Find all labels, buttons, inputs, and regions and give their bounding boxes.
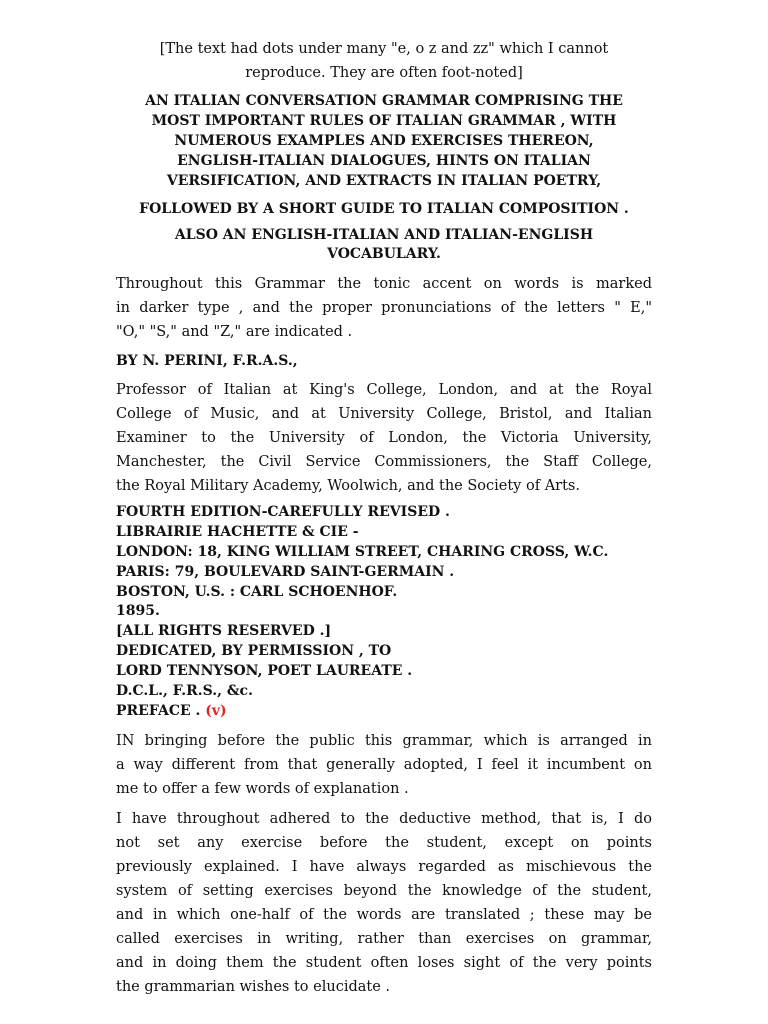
paris-address-line: PARIS: 79, BOULEVARD SAINT-GERMAIN . <box>116 563 455 580</box>
rights-line: [ALL RIGHTS RESERVED .] <box>116 623 332 640</box>
paragraph-line: "O," "S," and "Z," are indicated . <box>116 324 353 340</box>
preface-paragraph <box>116 807 652 999</box>
author-byline <box>116 349 652 373</box>
title-line: AN ITALIAN CONVERSATION GRAMMAR COMPRISING THE <box>145 93 623 109</box>
paragraph-line: me to offer a few words of explanation . <box>116 781 409 797</box>
edition-line: FOURTH EDITION-CAREFULLY REVISED . <box>116 504 450 520</box>
transcriber-note <box>116 37 652 85</box>
subtitle-line: FOLLOWED BY A SHORT GUIDE TO ITALIAN COMPOSITION . <box>139 201 629 217</box>
author-credentials <box>116 378 652 498</box>
year-line: 1895. <box>116 603 160 620</box>
paragraph-line: IN bringing before the public this grammar, which is arranged in <box>116 733 652 749</box>
paragraph-line: Manchester, the Civil Service Commissioners, the Staff College, <box>116 454 652 470</box>
boston-address-line: BOSTON, U.S. : CARL SCHOENHOF. <box>116 583 398 600</box>
paragraph-line: a way different from that generally adopted, I feel it incumbent on <box>116 757 652 773</box>
paragraph-line: the Royal Military Academy, Woolwich, and the Society of Arts. <box>116 478 580 494</box>
paragraph-line: College of Music, and at University College, Bristol, and Italian <box>116 406 652 422</box>
preface-heading <box>116 702 652 722</box>
paragraph-line: I have throughout adhered to the deductive method, that is, I do <box>116 811 652 827</box>
author-name: BY N. PERINI, F.R.A.S., <box>116 353 298 369</box>
title-line: NUMEROUS EXAMPLES AND EXERCISES THEREON, <box>174 133 594 149</box>
paragraph-line: Examiner to the University of London, the Victoria University, <box>116 430 652 446</box>
paragraph-line: the grammarian wishes to elucidate . <box>116 979 391 995</box>
title-line: VERSIFICATION, AND EXTRACTS IN ITALIAN POETRY, <box>166 173 602 189</box>
publication-details <box>116 503 652 722</box>
paragraph-line: and in doing them the student often loses sight of the very points <box>116 955 652 971</box>
subtitle-line: VOCABULARY. <box>327 246 441 262</box>
preface-paragraph <box>116 729 652 801</box>
paragraph-line: Professor of Italian at King's College, London, and at the Royal <box>116 382 652 398</box>
page-marker: (v) <box>205 702 227 719</box>
book-title <box>116 91 652 191</box>
preface-label: PREFACE . <box>116 702 201 719</box>
paragraph-line: system of setting exercises beyond the knowledge of the student, <box>116 883 652 899</box>
paragraph-line: Throughout this Grammar the tonic accent on words is marked <box>116 276 652 292</box>
paragraph-line: in darker type , and the proper pronunciations of the letters " E," <box>116 300 652 316</box>
subtitle-vocabulary <box>116 226 652 264</box>
dedicatee-line: LORD TENNYSON, POET LAUREATE . <box>116 663 413 680</box>
title-line: MOST IMPORTANT RULES OF ITALIAN GRAMMAR , WITH <box>151 113 617 129</box>
note-line: [The text had dots under many "e, o z and zz" which I cannot <box>159 41 609 57</box>
subtitle-line: ALSO AN ENGLISH-ITALIAN AND ITALIAN-ENGLISH <box>174 227 594 243</box>
paragraph-line: previously explained. I have always regarded as mischievous the <box>116 859 652 875</box>
publisher-line: LIBRAIRIE HACHETTE & CIE - <box>116 523 359 540</box>
note-line: reproduce. They are often foot-noted] <box>245 65 523 81</box>
title-line: ENGLISH-ITALIAN DIALOGUES, HINTS ON ITALIAN <box>177 153 591 169</box>
london-address-line: LONDON: 18, KING WILLIAM STREET, CHARING CROSS, W.C. <box>116 543 609 560</box>
dedication-line: DEDICATED, BY PERMISSION , TO <box>116 643 392 660</box>
subtitle-followed <box>116 199 652 219</box>
honours-line: D.C.L., F.R.S., &c. <box>116 683 253 700</box>
paragraph-line: and in which one-half of the words are translated ; these may be <box>116 907 652 923</box>
intro-paragraph <box>116 272 652 344</box>
paragraph-line: not set any exercise before the student, except on points <box>116 835 652 851</box>
paragraph-line: called exercises in writing, rather than exercises on grammar, <box>116 931 652 947</box>
